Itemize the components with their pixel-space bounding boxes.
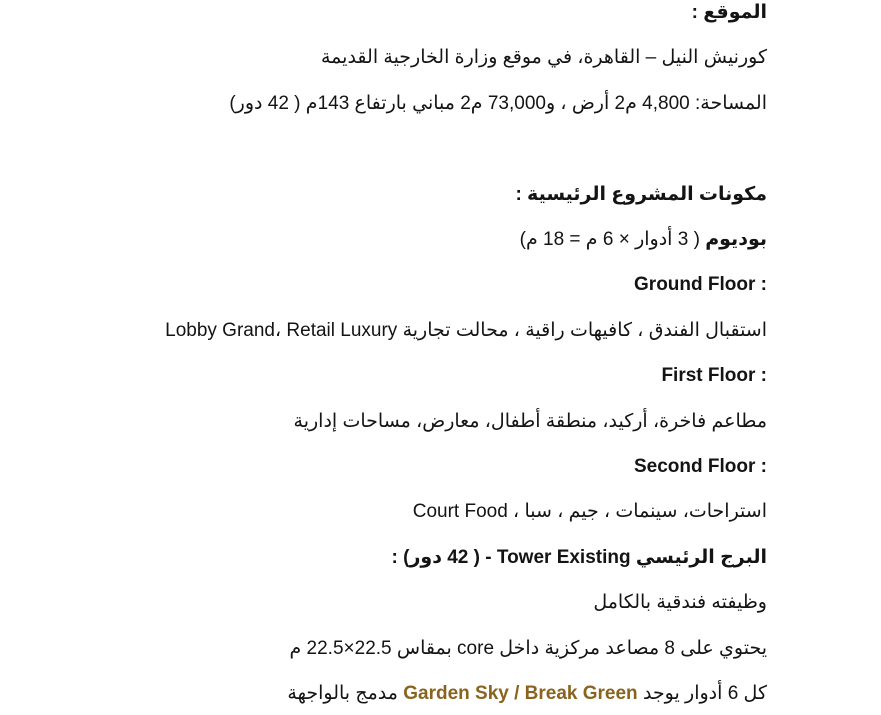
heading-location — [28, 0, 767, 35]
sky-garden-highlight: Garden Sky / Break Green — [403, 683, 638, 705]
text-run: استراحات، سينمات ، جيم ، سبا ، Court Food — [412, 501, 767, 523]
text-run: First Floor : — [661, 365, 767, 387]
heading-components — [28, 172, 767, 217]
ground-floor-line — [28, 308, 767, 353]
text-run: مدمج بالواجهة — [287, 683, 404, 705]
text-run: كورنيش النيل – القاهرة، في موقع وزارة الخارجية القديمة — [321, 47, 767, 69]
text-run: مكونات المشروع الرئيسية : — [515, 183, 767, 205]
text-run: استقبال الفندق ، كافيهات راقية ، محالت تجارية Lobby Grand، Retail Luxury — [165, 319, 767, 341]
text-run: وظيفته فندقية بالكامل — [593, 592, 767, 614]
text-run: بوديوم — [705, 229, 767, 251]
sky-garden-line — [28, 671, 767, 715]
heading-ground-floor — [28, 262, 767, 307]
second-floor-line — [28, 489, 767, 534]
text-run: Ground Floor : — [634, 274, 767, 296]
text-run: البرج الرئيسي Tower Existing - ( 42 دور) : — [391, 546, 767, 568]
heading-first-floor — [28, 353, 767, 398]
location-line — [28, 35, 767, 80]
podium-line — [28, 217, 767, 262]
blank-line — [28, 126, 767, 171]
text-run: المساحة: 4,800 م2 أرض ، و73,000 م2 مباني بارتفاع 143م ( 42 دور) — [229, 92, 767, 114]
tower-function-line — [28, 580, 767, 625]
text-run: كل 6 أدوار يوجد — [637, 683, 767, 705]
text-run: مطاعم فاخرة، أركيد، منطقة أطفال، معارض، مساحات إدارية — [293, 410, 767, 432]
text-run: يحتوي على 8 مصاعد مركزية داخل core بمقاس 22.5×22.5 م — [289, 637, 767, 659]
text-run: الموقع : — [691, 2, 767, 23]
elevators-line — [28, 626, 767, 671]
tower-heading — [28, 535, 767, 580]
text-run: ( 3 أدوار × 6 م = 18 م) — [519, 229, 706, 251]
text-run: Second Floor : — [634, 456, 767, 478]
first-floor-line — [28, 399, 767, 444]
area-line — [28, 81, 767, 126]
heading-second-floor — [28, 444, 767, 489]
